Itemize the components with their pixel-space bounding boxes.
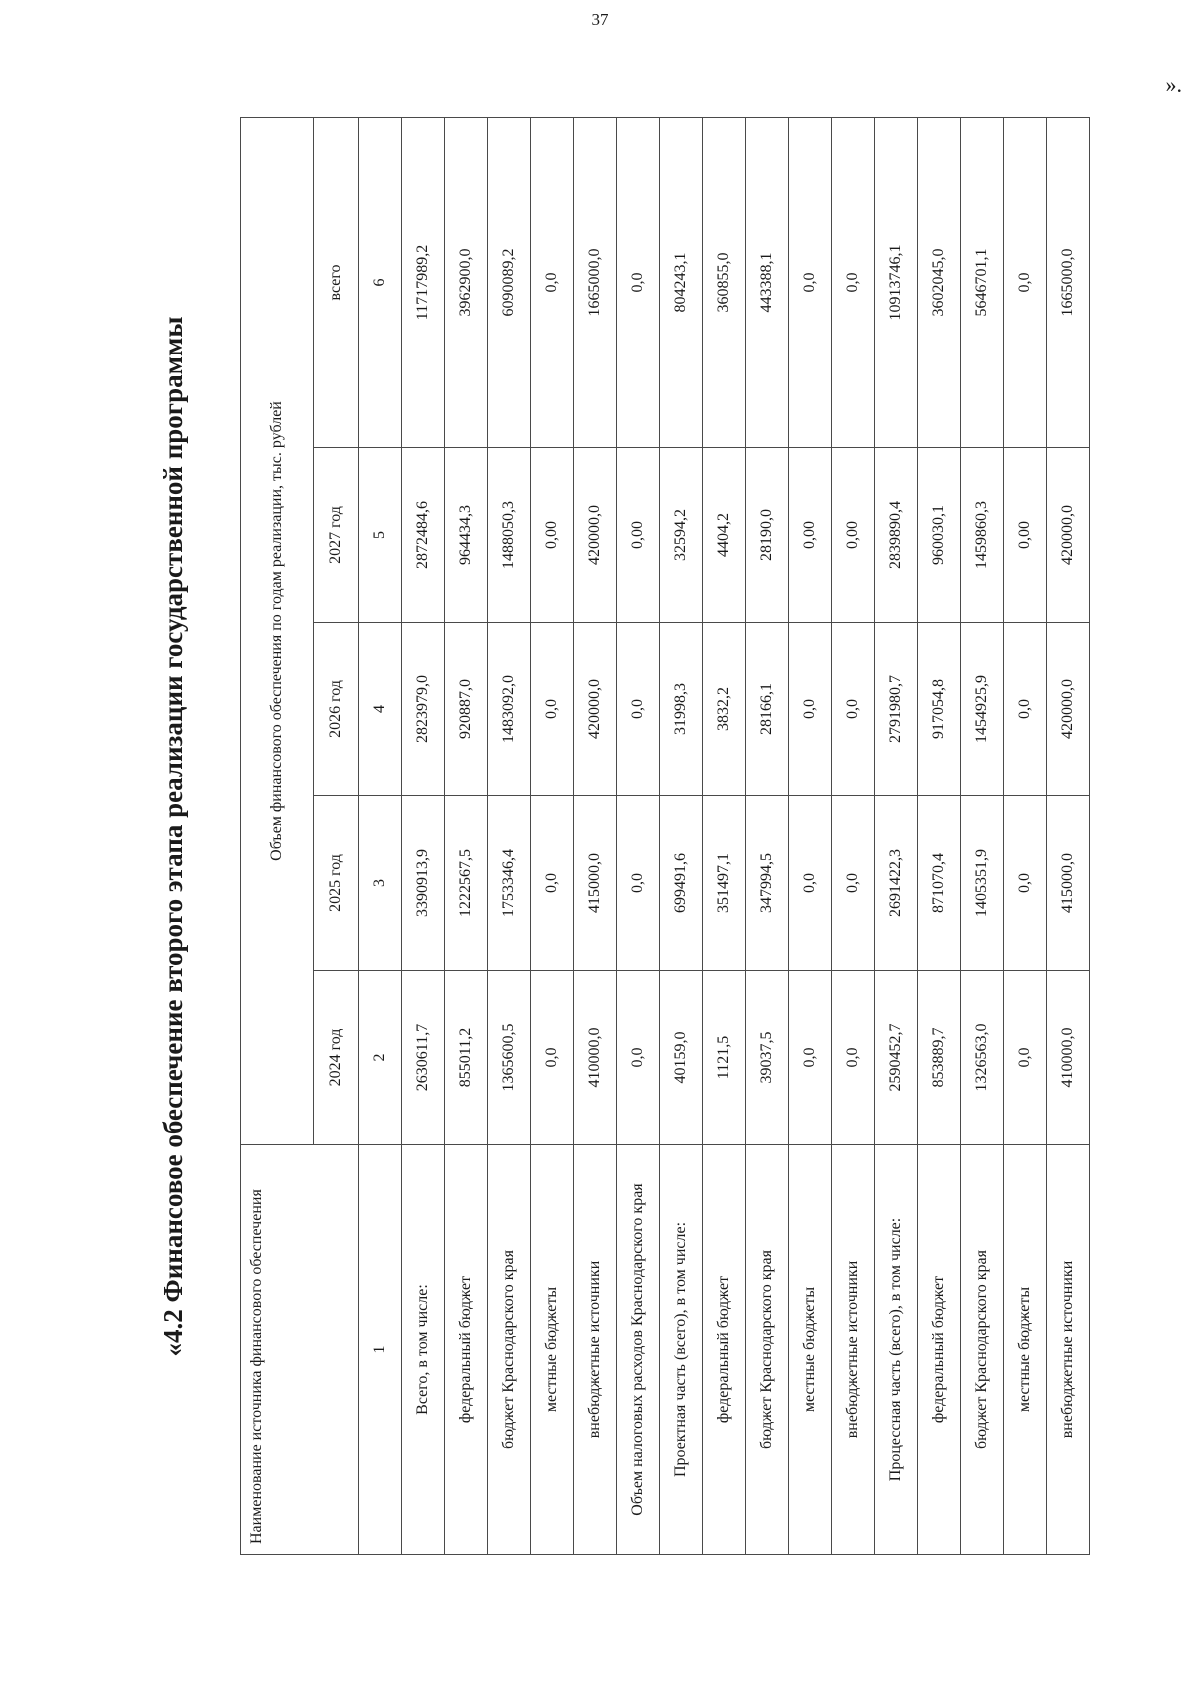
table-row — [445, 117, 488, 1554]
row-year-value: 0,0 — [1004, 623, 1047, 796]
table-row — [660, 117, 703, 1554]
row-year-value: 1488050,3 — [488, 448, 531, 623]
row-year-value: 410000,0 — [1047, 971, 1090, 1145]
row-year-value: 0,0 — [789, 971, 832, 1145]
row-year-value: 32594,2 — [660, 448, 703, 623]
table-row — [961, 117, 1004, 1554]
row-source-name: бюджет Краснодарского края — [746, 1145, 789, 1555]
row-source-name: Проектная часть (всего), в том числе: — [660, 1145, 703, 1555]
row-year-value: 0,0 — [617, 971, 660, 1145]
column-numbers-row — [359, 117, 402, 1554]
column-number: 1 — [359, 1145, 402, 1555]
row-source-name: бюджет Краснодарского края — [961, 1145, 1004, 1555]
row-source-name: бюджет Краснодарского края — [488, 1145, 531, 1555]
row-source-name: Объем налоговых расходов Краснодарского края — [617, 1145, 660, 1555]
row-total-value: 11717989,2 — [402, 117, 445, 447]
financing-table — [240, 117, 1090, 1555]
column-number: 3 — [359, 796, 402, 971]
table-row — [531, 117, 574, 1554]
row-year-value: 420000,0 — [574, 448, 617, 623]
row-total-value: 6090089,2 — [488, 117, 531, 447]
table-row — [617, 117, 660, 1554]
row-year-value: 0,0 — [531, 796, 574, 971]
row-total-value: 360855,0 — [703, 117, 746, 447]
row-source-name: внебюджетные источники — [832, 1145, 875, 1555]
row-source-name: Процессная часть (всего), в том числе: — [875, 1145, 918, 1555]
row-year-value: 0,0 — [617, 623, 660, 796]
row-year-value: 917054,8 — [918, 623, 961, 796]
row-year-value: 2630611,7 — [402, 971, 445, 1145]
table-row — [574, 117, 617, 1554]
column-number: 6 — [359, 117, 402, 447]
table-row — [875, 117, 918, 1554]
row-total-value: 3602045,0 — [918, 117, 961, 447]
table-row — [918, 117, 961, 1554]
row-year-value: 960030,1 — [918, 448, 961, 623]
document-title: «4.2 Финансовое обеспечение второго этапа реализации государственной программы — [158, 316, 188, 1357]
row-year-value: 1459860,3 — [961, 448, 1004, 623]
header-row — [241, 117, 314, 1554]
row-total-value: 10913746,1 — [875, 117, 918, 447]
row-total-value: 3962900,0 — [445, 117, 488, 447]
row-total-value: 0,0 — [617, 117, 660, 447]
row-year-value: 1753346,4 — [488, 796, 531, 971]
row-source-name: внебюджетные источники — [574, 1145, 617, 1555]
page-number: 37 — [591, 10, 609, 29]
row-source-name: федеральный бюджет — [445, 1145, 488, 1555]
row-total-value: 1665000,0 — [574, 117, 617, 447]
row-year-value: 0,0 — [531, 971, 574, 1145]
row-source-name: местные бюджеты — [1004, 1145, 1047, 1555]
table-row — [832, 117, 875, 1554]
row-source-name: федеральный бюджет — [703, 1145, 746, 1555]
row-year-value: 351497,1 — [703, 796, 746, 971]
table-row — [402, 117, 445, 1554]
row-year-value: 0,00 — [832, 448, 875, 623]
row-year-value: 420000,0 — [1047, 448, 1090, 623]
row-year-value: 2590452,7 — [875, 971, 918, 1145]
header-total: всего — [314, 117, 359, 447]
header-year: 2026 год — [314, 623, 359, 796]
header-year: 2025 год — [314, 796, 359, 971]
row-year-value: 1365600,5 — [488, 971, 531, 1145]
row-year-value: 1121,5 — [703, 971, 746, 1145]
row-total-value: 0,0 — [789, 117, 832, 447]
row-year-value: 920887,0 — [445, 623, 488, 796]
row-year-value: 415000,0 — [1047, 796, 1090, 971]
row-year-value: 0,0 — [832, 796, 875, 971]
row-year-value: 0,0 — [832, 623, 875, 796]
row-year-value: 2839890,4 — [875, 448, 918, 623]
row-year-value: 1454925,9 — [961, 623, 1004, 796]
row-year-value: 410000,0 — [574, 971, 617, 1145]
row-year-value: 420000,0 — [1047, 623, 1090, 796]
row-total-value: 1665000,0 — [1047, 117, 1090, 447]
row-year-value: 2791980,7 — [875, 623, 918, 796]
row-year-value: 0,00 — [531, 448, 574, 623]
column-number: 2 — [359, 971, 402, 1145]
row-total-value: 443388,1 — [746, 117, 789, 447]
row-total-value: 5646701,1 — [961, 117, 1004, 447]
row-year-value: 28166,1 — [746, 623, 789, 796]
row-year-value: 2872484,6 — [402, 448, 445, 623]
row-source-name: федеральный бюджет — [918, 1145, 961, 1555]
row-year-value: 1483092,0 — [488, 623, 531, 796]
row-year-value: 0,0 — [832, 971, 875, 1145]
rotated-page-content — [138, 118, 1143, 1555]
column-number: 4 — [359, 623, 402, 796]
row-total-value: 0,0 — [531, 117, 574, 447]
row-total-value: 0,0 — [1004, 117, 1047, 447]
row-year-value: 4404,2 — [703, 448, 746, 623]
row-source-name: внебюджетные источники — [1047, 1145, 1090, 1555]
table-row — [488, 117, 531, 1554]
row-year-value: 0,00 — [1004, 448, 1047, 623]
row-year-value: 0,00 — [789, 448, 832, 623]
row-year-value: 853889,7 — [918, 971, 961, 1145]
header-source-name: Наименование источника финансового обеспечения — [241, 1145, 359, 1555]
row-year-value: 40159,0 — [660, 971, 703, 1145]
row-year-value: 2691422,3 — [875, 796, 918, 971]
row-year-value: 0,0 — [789, 796, 832, 971]
row-year-value: 0,0 — [1004, 796, 1047, 971]
row-source-name: Всего, в том числе: — [402, 1145, 445, 1555]
row-year-value: 31998,3 — [660, 623, 703, 796]
column-number: 5 — [359, 448, 402, 623]
row-year-value: 28190,0 — [746, 448, 789, 623]
row-year-value: 871070,4 — [918, 796, 961, 971]
row-year-value: 1326563,0 — [961, 971, 1004, 1145]
row-source-name: местные бюджеты — [531, 1145, 574, 1555]
table-row — [789, 117, 832, 1554]
row-year-value: 964434,3 — [445, 448, 488, 623]
row-year-value: 0,0 — [789, 623, 832, 796]
row-year-value: 415000,0 — [574, 796, 617, 971]
row-year-value: 420000,0 — [574, 623, 617, 796]
header-volume-group: Объем финансового обеспечения по годам реализации, тыс. рублей — [241, 117, 314, 1144]
row-year-value: 3832,2 — [703, 623, 746, 796]
row-year-value: 347994,5 — [746, 796, 789, 971]
row-total-value: 804243,1 — [660, 117, 703, 447]
row-year-value: 1405351,9 — [961, 796, 1004, 971]
closing-quote: ». — [1165, 72, 1182, 97]
row-year-value: 0,0 — [617, 796, 660, 971]
row-total-value: 0,0 — [832, 117, 875, 447]
header-year: 2027 год — [314, 448, 359, 623]
row-year-value: 39037,5 — [746, 971, 789, 1145]
table-row — [746, 117, 789, 1554]
table-row — [703, 117, 746, 1554]
row-year-value: 0,0 — [1004, 971, 1047, 1145]
table-row — [1047, 117, 1090, 1554]
row-year-value: 0,0 — [531, 623, 574, 796]
row-year-value: 699491,6 — [660, 796, 703, 971]
table-row — [1004, 117, 1047, 1554]
header-year: 2024 год — [314, 971, 359, 1145]
row-year-value: 2823979,0 — [402, 623, 445, 796]
row-year-value: 1222567,5 — [445, 796, 488, 971]
row-year-value: 3390913,9 — [402, 796, 445, 971]
row-year-value: 855011,2 — [445, 971, 488, 1145]
row-source-name: местные бюджеты — [789, 1145, 832, 1555]
row-year-value: 0,00 — [617, 448, 660, 623]
